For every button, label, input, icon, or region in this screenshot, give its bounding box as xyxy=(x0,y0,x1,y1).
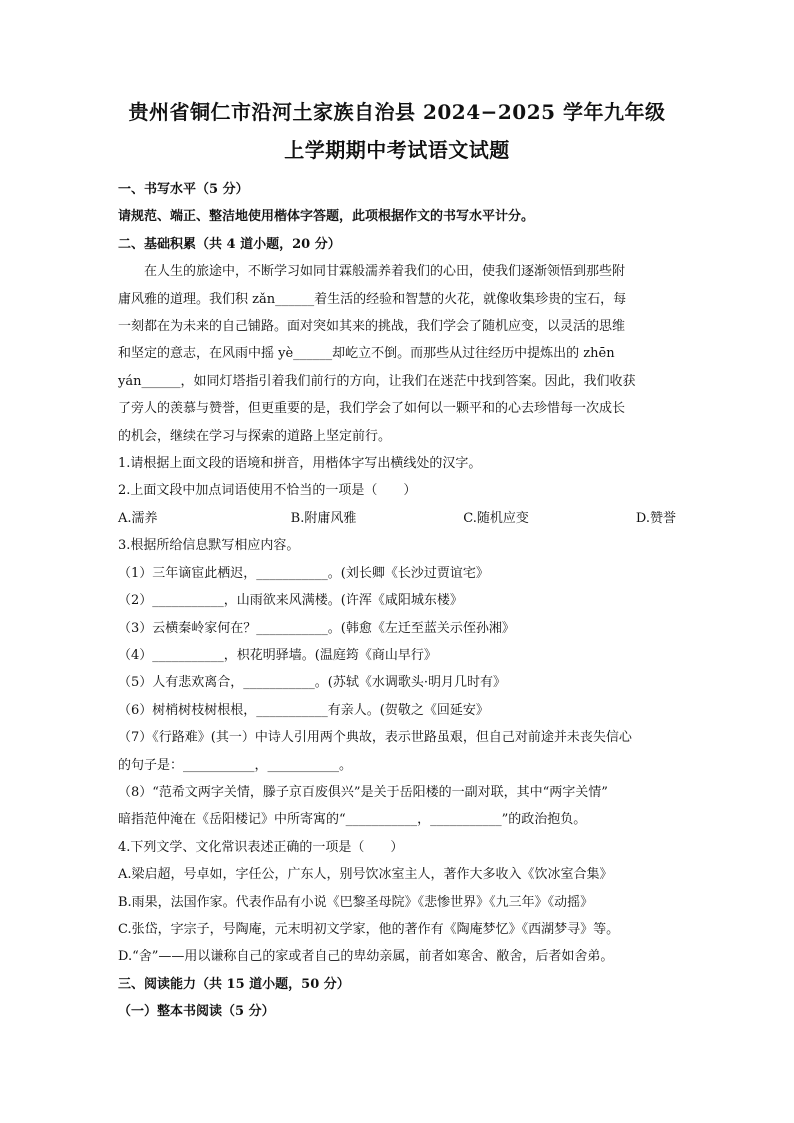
text-line: 1.请根据上面文段的语境和拼音，用楷体字写出横线处的汉字。 xyxy=(118,456,482,472)
text-line: 和坚定的意志，在风雨中摇 yè______却屹立不倒。而那些从过往经历中提炼出的 zhēn xyxy=(118,346,615,362)
option-item: C.随机应变 xyxy=(463,510,529,526)
text-line: 的机会，继续在学习与探索的道路上坚定前行。 xyxy=(118,428,392,444)
text-line: C.张岱，字宗子，号陶庵，元末明初文学家，他的著作有《陶庵梦忆》《西湖梦寻》等。 xyxy=(118,921,620,937)
option-item: B.附庸风雅 xyxy=(290,510,357,526)
text-line: 4.下列文学、文化常识表述正确的一项是（ ） xyxy=(118,839,404,855)
text-line: （1）三年谪宦此栖迟，___________。(刘长卿《长沙过贾谊宅》 xyxy=(118,565,489,581)
text-line: A.梁启超，号卓如，字任公，广东人，别号饮冰室主人，著作大多收入《饮冰室合集》 xyxy=(118,867,613,883)
text-line: 一刻都在为未来的自己铺路。面对突如其来的挑战，我们学会了随机应变，以灵活的思维 xyxy=(118,319,626,335)
text-line: D.“舍”——用以谦称自己的家或者自己的卑幼亲属，前者如寒舍、敝舍，后者如舍弟。 xyxy=(118,949,614,965)
text-line: 暗指范仲淹在《岳阳楼记》中所寄寓的“___________，___________”的政治抱负。 xyxy=(118,812,587,828)
option-item: A.濡养 xyxy=(118,510,158,526)
text-line: （3）云横秦岭家何在？___________。(韩愈《左迁至蓝关示侄孙湘》 xyxy=(118,620,515,636)
section-heading: 一、书写水平（5 分） xyxy=(118,182,249,197)
section-heading: 三、阅读能力（共 15 道小题，50 分） xyxy=(118,976,350,992)
text-line: （4）___________，枳花明驿墙。(温庭筠《商山早行》 xyxy=(118,647,437,663)
text-line: 2.上面文段中加点词语使用不恰当的一项是（ ） xyxy=(118,483,417,499)
document-title-line-2: 上学期期中考试语文试题 xyxy=(284,138,510,162)
text-line: （6）树梢树枝树根根，___________有亲人。(贺敬之《回延安》 xyxy=(118,702,489,718)
text-line: 了旁人的羡慕与赞誉，但更重要的是，我们学会了如何以一颗平和的心去珍惜每一次成长 xyxy=(118,401,626,417)
option-row xyxy=(118,505,676,532)
text-line: 3.根据所给信息默写相应内容。 xyxy=(118,538,300,554)
text-line: 的句子是：___________，___________。 xyxy=(118,757,353,773)
document-body xyxy=(118,176,676,1026)
text-line: yán______，如同灯塔指引着我们前行的方向，让我们在迷茫中找到答案。因此，我们收获 xyxy=(118,373,636,389)
text-line: （2）___________，山雨欲来风满楼。(许浑《咸阳城东楼》 xyxy=(118,593,463,609)
text-line: B.雨果，法国作家。代表作品有小说《巴黎圣母院》《悲惨世界》《九三年》《动摇》 xyxy=(118,894,594,910)
option-item: D.赞誉 xyxy=(635,510,677,526)
document-title-line-1: 贵州省铜仁市沿河土家族自治县 2024−2025 学年九年级 xyxy=(128,100,666,124)
text-line: 在人生的旅途中，不断学习如同甘霖般濡养着我们的心田，使我们逐渐领悟到那些附 xyxy=(144,264,626,280)
text-line: （8）“范希文两字关情，滕子京百废俱兴”是关于岳阳楼的一副对联，其中“两字关情” xyxy=(118,784,608,800)
text-line: （5）人有悲欢离合，___________。(苏轼《水调歌头·明月几时有》 xyxy=(118,675,506,691)
text-line: （7）《行路难》(其一）中诗人引用两个典故，表示世路虽艰，但自己对前途并未丧失信心 xyxy=(118,730,632,746)
text-line: 庸风雅的道理。我们积 zǎn______着生活的经验和智慧的火花，就像收集珍贵的宝石，每 xyxy=(118,291,627,307)
section-heading: （一）整本书阅读（5 分） xyxy=(118,1004,275,1020)
section-heading: 请规范、端正、整洁地使用楷体字答题，此项根据作文的书写水平计分。 xyxy=(118,209,535,225)
section-heading: 二、基础积累（共 4 道小题，20 分） xyxy=(118,236,341,252)
